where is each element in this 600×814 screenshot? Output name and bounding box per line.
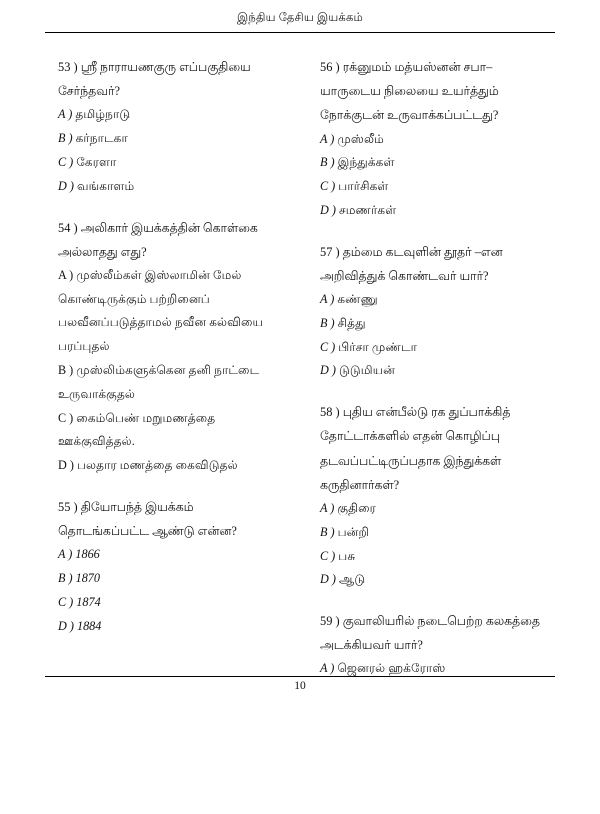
option-label: A ) xyxy=(58,547,73,562)
option-row xyxy=(320,359,542,383)
option-label: B ) xyxy=(58,571,73,586)
option-row xyxy=(320,128,542,152)
option-row xyxy=(58,591,276,615)
option-label: A ) xyxy=(58,107,73,122)
question-block xyxy=(58,495,276,639)
option-row xyxy=(320,545,542,569)
option-text: வங்காளம் xyxy=(76,178,135,193)
option-row xyxy=(58,151,276,175)
option-label: C ) xyxy=(320,548,336,563)
question-text: 54 ) அலிகார் இயக்கத்தின் கொள்கை அல்லாதது எது? xyxy=(58,220,258,259)
option-text: முஸ்லீம்கள் இஸ்லாமின் மேல் கொண்டிருக்கும் பற்றினைப் பலவீனப்படுத்தாமல் நவீன கல்வியை பரப்புதல் xyxy=(58,267,264,354)
question-block xyxy=(320,400,542,592)
option-row xyxy=(320,521,542,545)
option-label: B ) xyxy=(320,155,335,170)
option-row xyxy=(320,497,542,521)
question-block xyxy=(320,240,542,384)
option-text: பார்சிகள் xyxy=(338,179,389,194)
option-text: 1874 xyxy=(76,594,101,609)
option-row xyxy=(58,175,276,199)
two-column-body xyxy=(0,33,600,698)
option-label: D ) xyxy=(320,363,336,378)
option-text: 1866 xyxy=(75,547,100,562)
option-row xyxy=(320,288,542,312)
option-text: சித்து xyxy=(337,315,366,330)
option-label: B ) xyxy=(320,524,335,539)
option-row xyxy=(58,567,276,591)
option-label: D ) xyxy=(58,458,74,473)
option-text: கர்நாடகா xyxy=(75,131,128,146)
right-column xyxy=(320,55,542,698)
question-text: 59 ) குவாலியரில் நடைபெற்ற கலகத்தை அடக்கியவர் யார்? xyxy=(320,614,540,653)
option-text: ஜெனரல் ஹக்ரோஸ் xyxy=(337,661,446,676)
question-text: 55 ) தியோபந்த் இயக்கம் தொடங்கப்பட்ட ஆண்டு என்ன? xyxy=(58,499,237,539)
question-block xyxy=(58,55,276,199)
option-label: B ) xyxy=(58,363,74,377)
question-text: 53 ) ஸ்ரீ நாராயணகுரு எப்பகுதியை சேர்ந்தவர்? xyxy=(58,60,251,99)
option-text: டுடுமியன் xyxy=(338,363,395,378)
option-label: A ) xyxy=(320,500,335,515)
option-label: A ) xyxy=(320,292,335,307)
option-row xyxy=(320,175,542,199)
option-row xyxy=(58,543,276,567)
option-text: தமிழ்நாடு xyxy=(75,107,131,122)
option-row xyxy=(320,151,542,175)
option-text: கண்ணு xyxy=(337,292,378,307)
option-text: சமணர்கள் xyxy=(338,202,397,217)
option-label: C ) xyxy=(58,594,74,609)
option-row xyxy=(58,615,276,639)
footer-divider xyxy=(45,676,555,677)
option-label: D ) xyxy=(320,572,336,587)
option-row xyxy=(58,407,276,455)
option-row xyxy=(58,127,276,151)
option-text: கேரளா xyxy=(76,154,117,169)
option-label: C ) xyxy=(58,410,74,425)
option-row xyxy=(58,359,276,407)
option-text: 1884 xyxy=(76,618,102,633)
option-label: D ) xyxy=(58,178,74,193)
option-text: பலதார மணத்தை கைவிடுதல் xyxy=(76,458,238,473)
option-text: 1870 xyxy=(75,571,100,586)
option-label: D ) xyxy=(320,202,336,217)
question-text: 57 ) தம்மை கடவுளின் தூதர் –என அறிவித்துக் கொண்டவர் யார்? xyxy=(320,244,503,283)
option-row xyxy=(320,568,542,592)
option-row xyxy=(320,336,542,360)
question-block xyxy=(58,216,276,478)
option-row xyxy=(58,454,276,478)
option-text: குதிரை xyxy=(337,500,376,515)
option-text: பிர்சா முண்டா xyxy=(338,339,418,354)
option-label: A ) xyxy=(320,661,335,676)
option-label: C ) xyxy=(320,179,336,194)
option-label: A ) xyxy=(320,131,335,146)
option-text: பன்றி xyxy=(337,524,369,539)
option-row xyxy=(58,103,276,127)
page-header-title: இந்திய தேசிய இயக்கம் xyxy=(237,12,363,24)
option-text: முஸ்லிம்களுக்கென தனி நாட்டை உருவாக்குதல் xyxy=(58,363,260,401)
option-text: கைம்பெண் மறுமணத்தை ஊக்குவித்தல். xyxy=(58,410,216,449)
option-label: B ) xyxy=(58,131,73,146)
option-label: D ) xyxy=(58,618,74,633)
option-label: B ) xyxy=(320,315,335,330)
page-number: 10 xyxy=(294,680,306,692)
option-label: C ) xyxy=(58,154,74,169)
option-text: இந்துக்கள் xyxy=(337,155,395,170)
question-text: 58 ) புதிய என்பீல்டு ரக துப்பாக்கித் தோட்டாக்களில் எதன் கொழிப்பு தடவப்பட்டிருப்பதாக இந்துக்கள் கருதினார்கள்? xyxy=(320,405,511,492)
option-text: முஸ்லீம் xyxy=(337,131,384,146)
left-column xyxy=(58,55,276,698)
option-row xyxy=(320,657,542,681)
question-block xyxy=(320,609,542,681)
option-row xyxy=(58,264,276,359)
option-label: C ) xyxy=(320,339,336,354)
option-row xyxy=(320,199,542,223)
option-text: பசு xyxy=(338,548,356,563)
option-label: A ) xyxy=(58,267,74,282)
option-row xyxy=(320,312,542,336)
question-text: 56 ) ரக்னுமம் மத்யஸ்னன் சபா– யாருடைய நிலையை உயர்த்தும் நோக்குடன் உருவாக்கப்பட்டது? xyxy=(320,60,499,123)
question-block xyxy=(320,55,542,223)
option-text: ஆடு xyxy=(338,572,366,587)
